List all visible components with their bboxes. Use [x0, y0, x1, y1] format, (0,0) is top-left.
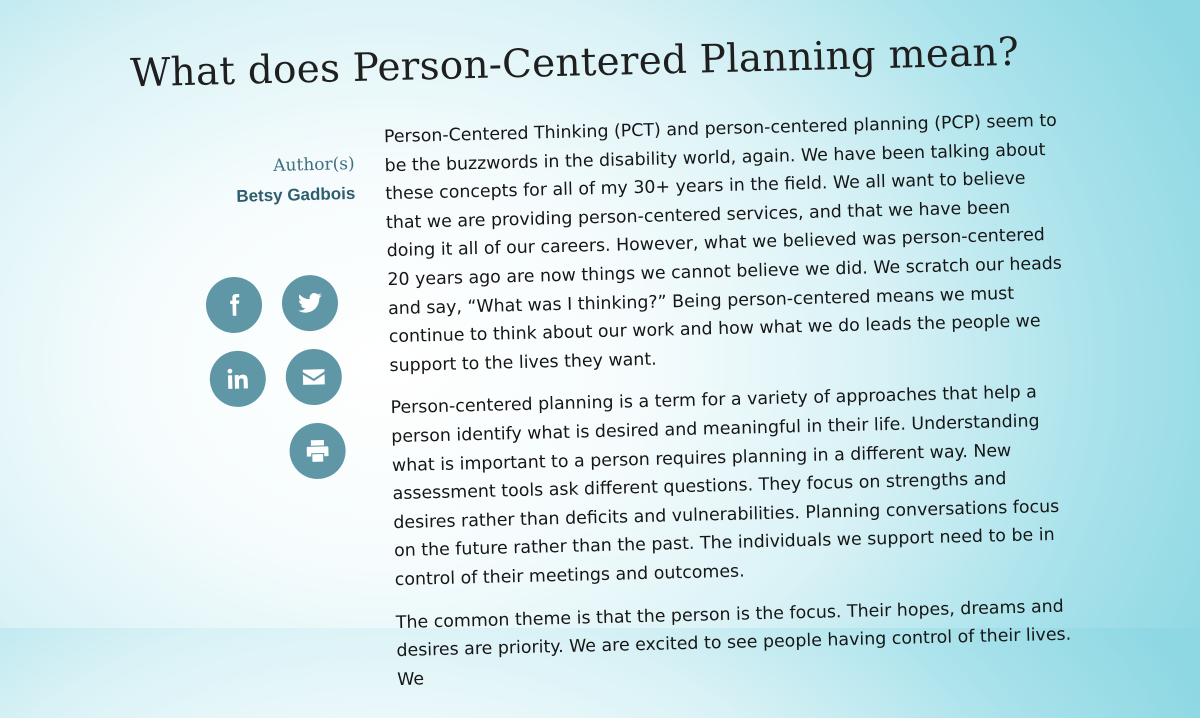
email-icon — [300, 364, 327, 391]
article-paragraph: Person-centered planning is a term for a variety of approaches that help a person identify what is desired and meaningful in their life. Understanding what is important to a person requires planning in a different way. New assessment tools ask different questions. They focus on strengths and desires rather than deficits and vulnerabilities. Planning conversations focus on the future rather than the past. The individuals we support need to be in control of their meetings and outcomes. — [390, 382, 1060, 591]
print-button[interactable] — [289, 422, 346, 479]
print-icon — [304, 438, 331, 465]
page-title: What does Person-Centered Planning mean? — [129, 29, 1020, 97]
article-body — [384, 107, 1074, 709]
twitter-share-button[interactable] — [281, 274, 338, 331]
share-buttons — [205, 274, 345, 277]
facebook-icon — [221, 292, 248, 319]
email-share-button[interactable] — [285, 348, 342, 405]
linkedin-share-button[interactable] — [209, 350, 266, 407]
linkedin-icon — [225, 366, 252, 393]
author-block — [196, 154, 355, 208]
article-paragraph: The common theme is that the person is the focus. Their hopes, dreams and desires are priority. We are excited to see people having control of their lives. We — [395, 596, 1072, 690]
author-name-link[interactable]: Betsy Gadbois — [236, 183, 356, 206]
author-label: Author(s) — [273, 153, 355, 176]
article-paragraph: Person-Centered Thinking (PCT) and person-centered planning (PCP) seem to be the buzzwords in the disability world, again. We have been talking about these concepts for all of my 30+ years in the field. We all want to believe that we are providing person-centered services, and that we have been doing it all of our careers. However, what we believed was person-centered 20 years ago are now things we cannot believe we did. We scratch our heads and say, “What was I thinking?” Being person-centered means we must continue to think about our work and how what we do leads the people we support to the lives they want. — [383, 110, 1063, 376]
twitter-icon — [297, 290, 324, 317]
facebook-share-button[interactable] — [205, 276, 262, 333]
